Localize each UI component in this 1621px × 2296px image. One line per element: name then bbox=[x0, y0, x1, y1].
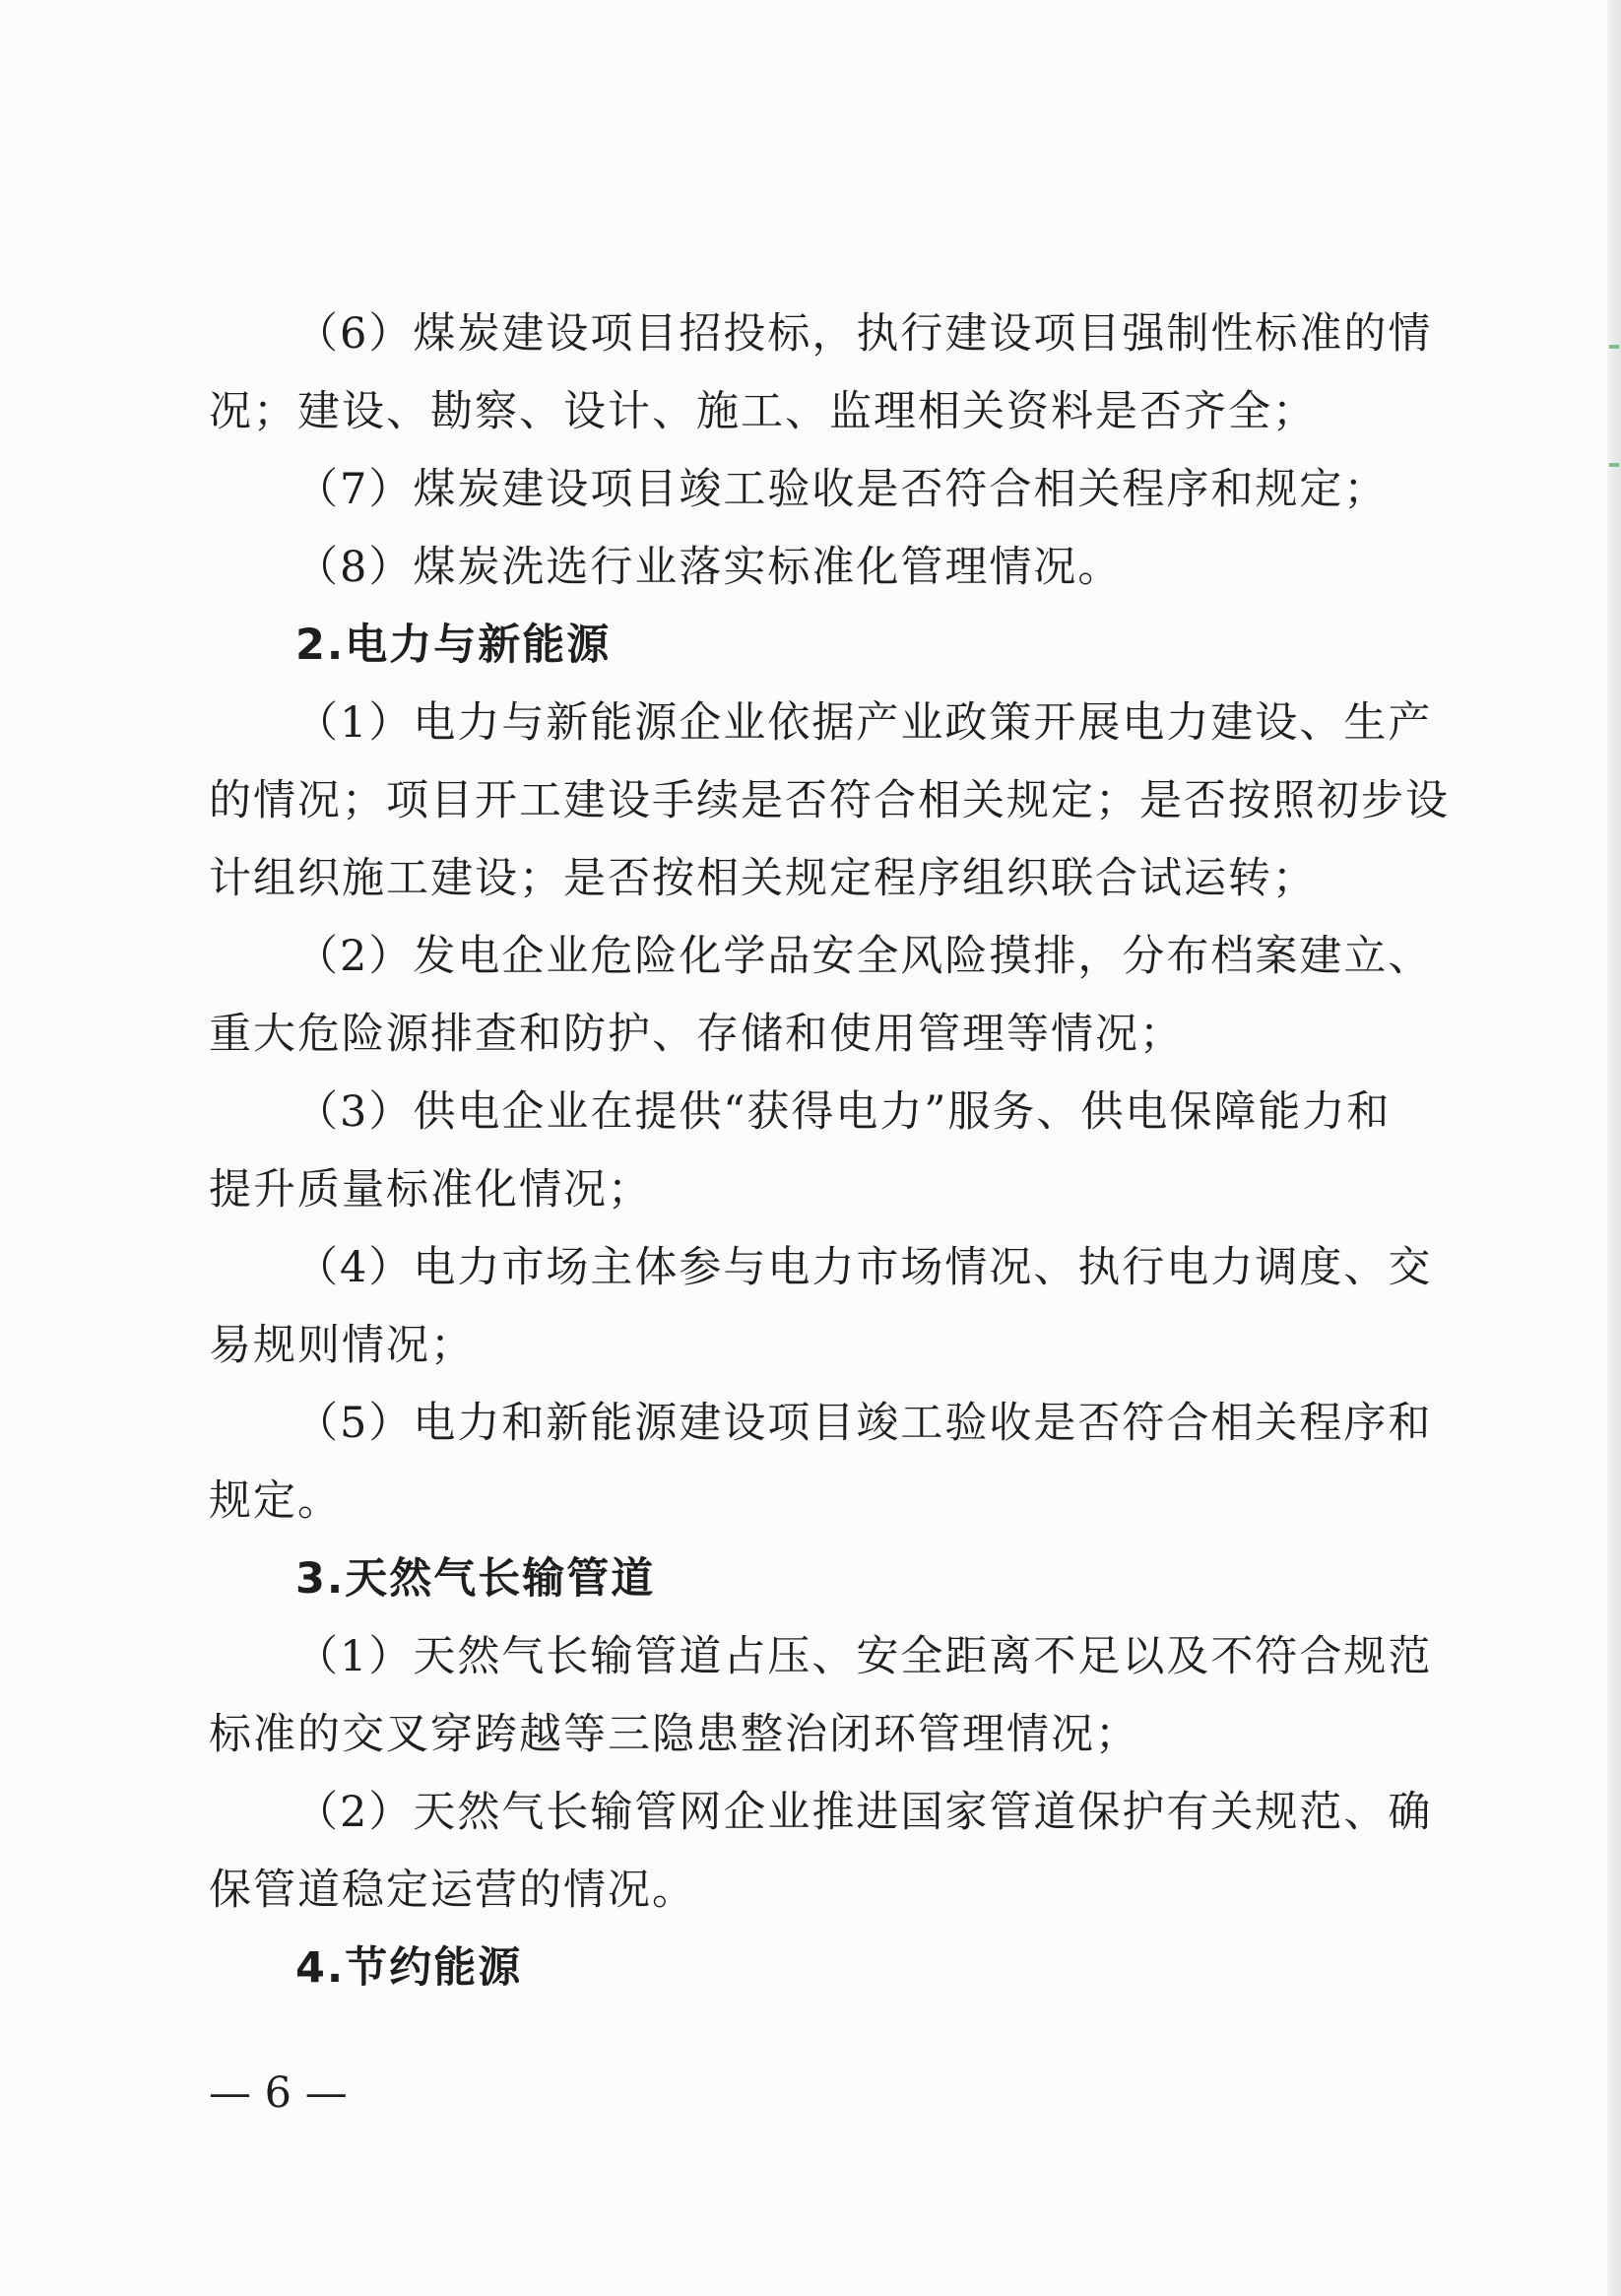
paragraph-line: 况；建设、勘察、设计、施工、监理相关资料是否齐全； bbox=[209, 387, 1317, 436]
paragraph-line: （1）电力与新能源企业依据产业政策开展电力建设、生产 bbox=[295, 698, 1433, 748]
paragraph-line: （2）发电企业危险化学品安全风险摸排，分布档案建立、 bbox=[295, 932, 1433, 981]
paragraph-line: 保管道稳定运营的情况。 bbox=[209, 1866, 696, 1915]
section-heading: 2.电力与新能源 bbox=[295, 621, 612, 670]
page-edge bbox=[1607, 0, 1621, 2296]
paragraph-line: 标准的交叉穿跨越等三隐患整治闭环管理情况； bbox=[209, 1710, 1139, 1759]
edge-mark bbox=[1609, 463, 1619, 467]
paragraph-line: 计组织施工建设；是否按相关规定程序组织联合试运转； bbox=[209, 854, 1317, 903]
paragraph-line: （5）电力和新能源建设项目竣工验收是否符合相关程序和 bbox=[295, 1399, 1433, 1448]
paragraph-line: 规定。 bbox=[209, 1476, 342, 1526]
paragraph-line: 提升质量标准化情况； bbox=[209, 1165, 652, 1214]
paragraph-line: （4）电力市场主体参与电力市场情况、执行电力调度、交 bbox=[295, 1243, 1433, 1292]
section-heading: 3.天然气长输管道 bbox=[295, 1554, 656, 1604]
document-body bbox=[209, 295, 1450, 2007]
paragraph-line: （8）煤炭洗选行业落实标准化管理情况。 bbox=[295, 543, 1123, 592]
paragraph-line: （1）天然气长输管道占压、安全距离不足以及不符合规范 bbox=[295, 1632, 1433, 1681]
paragraph-line: 的情况；项目开工建设手续是否符合相关规定；是否按照初步设 bbox=[209, 776, 1450, 825]
paragraph-line: 重大危险源排查和防护、存储和使用管理等情况； bbox=[209, 1010, 1184, 1059]
page-number: — 6 — bbox=[209, 2068, 348, 2118]
section-heading: 4.节约能源 bbox=[295, 1943, 523, 1993]
paragraph-line: （7）煤炭建设项目竣工验收是否符合相关程序和规定； bbox=[295, 465, 1389, 514]
paragraph-line: （2）天然气长输管网企业推进国家管道保护有关规范、确 bbox=[295, 1788, 1433, 1837]
paragraph-line: （3）供电企业在提供“获得电力”服务、供电保障能力和 bbox=[295, 1087, 1392, 1137]
edge-mark bbox=[1609, 345, 1619, 349]
paragraph-line: （6）煤炭建设项目招投标，执行建设项目强制性标准的情 bbox=[295, 309, 1433, 359]
paragraph-line: 易规则情况； bbox=[209, 1321, 475, 1370]
